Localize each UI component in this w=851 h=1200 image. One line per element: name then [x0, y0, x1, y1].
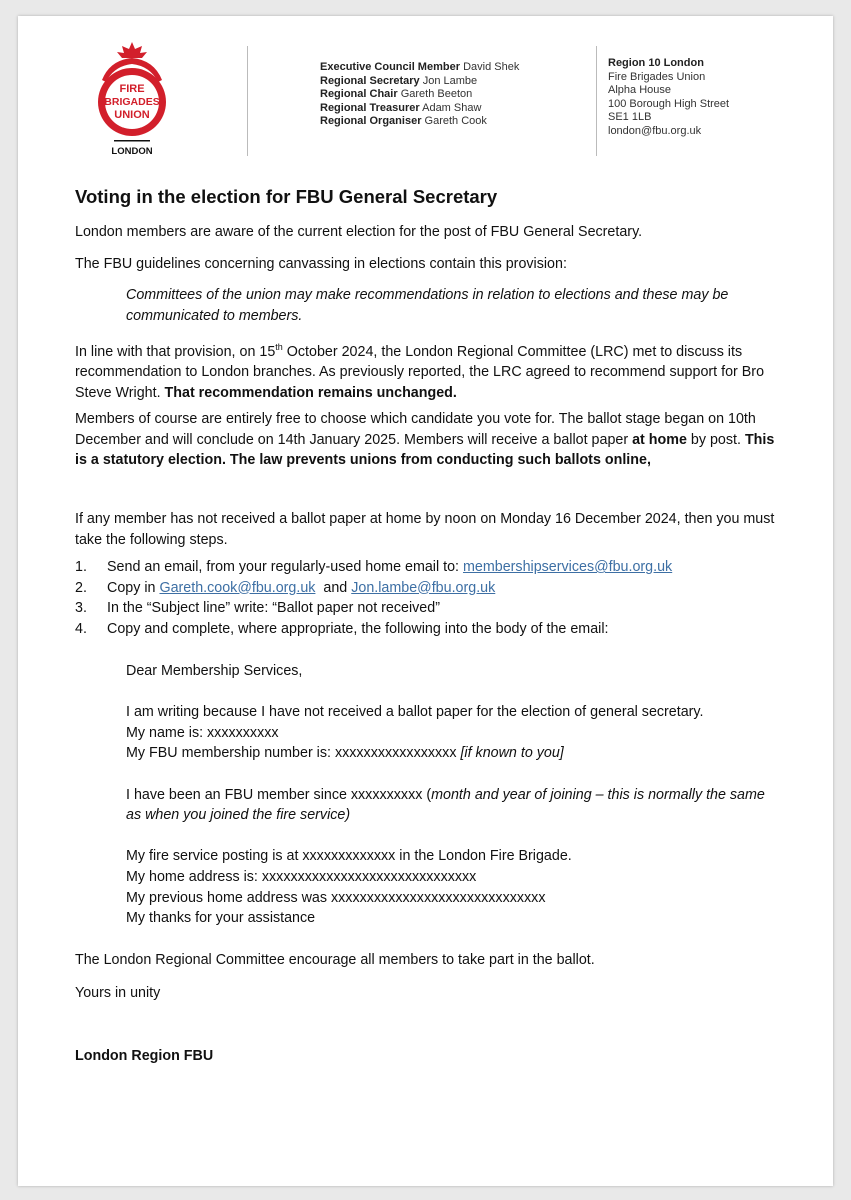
list-item: 2. Copy in Gareth.cook@fbu.org.uk and Jon.lambe@fbu.org.uk	[75, 579, 496, 596]
address-line: Alpha House	[608, 84, 671, 96]
provision-quote: Committees of the union may make recommendations in relation to elections and these may be communicated to members.	[126, 287, 729, 324]
email-template: Dear Membership Services, I am writing because I have not received a ballot paper for the election of general secretary. My name is: xxxxxxxxxx My FBU membership number is: xxxxxxxxxxxxxxxxx [if known to you] I have been an FBU member since xxxxxxxxxx (month and year of joining – this is normally the same as when you joined the fire service) My fire service posting is at xxxxxxxxxxxxx in the London Fire Brigade. My home address is: xxxxxxxxxxxxxxxxxxxxxxxxxxxxxx My previous home address was xxxxxxxxxxxxxxxxxxxxxxxxxxxxxx My thanks for your assistance	[126, 663, 765, 927]
address-line: 100 Borough High Street	[608, 97, 730, 110]
officers-list	[320, 61, 519, 129]
letter-page	[18, 16, 833, 1186]
list-item: 3. In the “Subject line” write: “Ballot paper not received”	[75, 600, 440, 617]
logo-union-text: UNION	[114, 109, 150, 121]
header-divider-right	[596, 46, 597, 156]
not-received-paragraph: If any member has not received a ballot paper at home by noon on Monday 16 December 2024, then you must take the following steps.	[75, 511, 775, 548]
logo-region-text: LONDON	[111, 146, 153, 157]
officer-row: Executive Council Member David Shek	[320, 61, 520, 73]
list-item: 1. Send an email, from your regularly-used home email to: membershipservices@fbu.org.uk	[75, 559, 673, 575]
guidelines-paragraph: The FBU guidelines concerning canvassing in elections contain this provision:	[75, 256, 567, 272]
logo-fire-text: FIRE	[119, 83, 145, 95]
address-email: london@fbu.org.uk	[608, 124, 702, 137]
officer-row: Regional Secretary Jon Lambe	[320, 74, 478, 87]
logo-brigades-text: BRIGADES	[104, 96, 160, 108]
address-title: Region 10 London	[608, 57, 704, 69]
officer-row: Regional Chair Gareth Beeton	[320, 88, 473, 100]
yours-in-unity: Yours in unity	[75, 985, 161, 1001]
gareth-email-link[interactable]: Gareth.cook@fbu.org.uk	[159, 579, 316, 596]
officer-row: Regional Treasurer Adam Shaw	[320, 101, 482, 114]
signature: London Region FBU	[75, 1048, 214, 1064]
intro-paragraph: London members are aware of the current election for the post of FBU General Secretary.	[75, 224, 643, 240]
membership-email-link[interactable]: membershipservices@fbu.org.uk	[463, 559, 673, 575]
address-line: Fire Brigades Union	[608, 70, 706, 83]
jon-email-link[interactable]: Jon.lambe@fbu.org.uk	[351, 579, 496, 596]
steps-list	[75, 557, 775, 639]
page-title: Voting in the election for FBU General Secretary	[75, 186, 498, 207]
officer-row: Regional Organiser Gareth Cook	[320, 115, 487, 127]
ballot-paragraph: Members of course are entirely free to choose which candidate you vote for. The ballot stage began on 10th December and will conclude on 14th January 2025. Members will receive a ballot paper at home by post. This is a statutory election. The law prevents unions from conducting such ballots online,	[75, 411, 775, 469]
list-item: 4. Copy and complete, where appropriate, the following into the body of the email:	[75, 620, 609, 637]
address-line: SE1 1LB	[608, 111, 652, 123]
closing-paragraph: The London Regional Committee encourage all members to take part in the ballot.	[75, 952, 595, 968]
header-divider-left	[247, 46, 248, 156]
fbu-logo	[80, 40, 184, 162]
region-address	[608, 57, 729, 138]
recommendation-paragraph: In line with that provision, on 15th October 2024, the London Regional Committee (LRC) met to discuss its recommendation to London branches. As previously reported, the LRC agreed to recommend support for Bro Steve Wright. That recommendation remains unchanged.	[75, 342, 765, 401]
